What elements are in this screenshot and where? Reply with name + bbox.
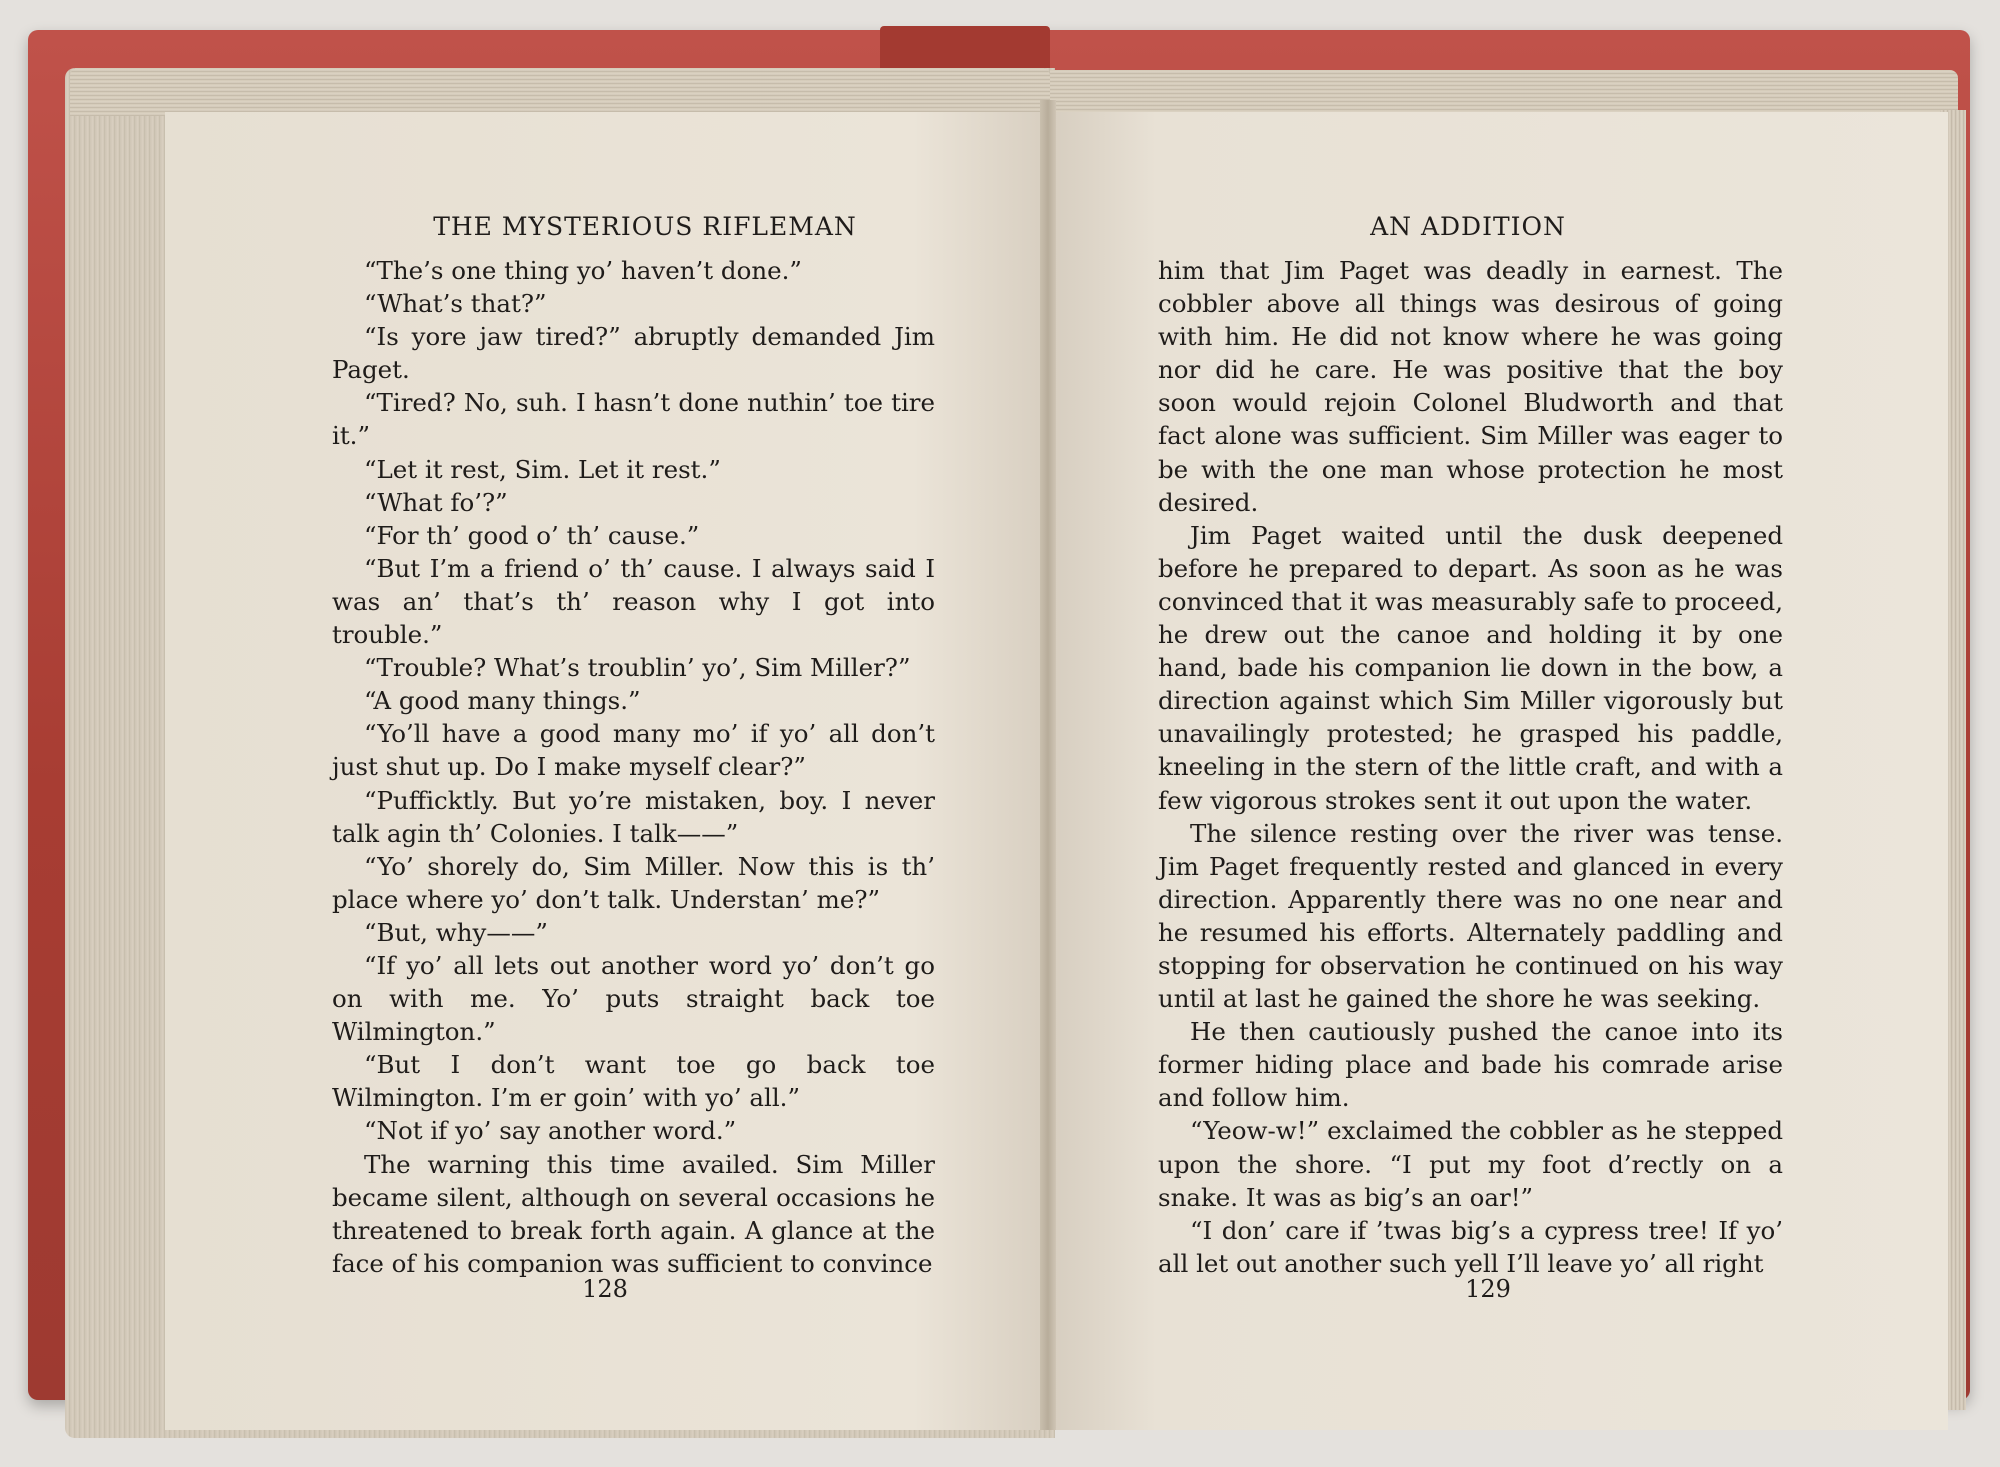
- paragraph: “Is yore jaw tired?” abruptly demanded Jim Paget.: [332, 322, 935, 385]
- page-number: 128: [582, 1275, 628, 1303]
- paragraph: “What’s that?”: [364, 289, 547, 319]
- paragraph: “But I’m a friend o’ th’ cause. I always said I was an’ that’s th’ reason why I got into trouble.”: [332, 553, 935, 650]
- paragraph: “Yeow-w!” exclaimed the cobbler as he stepped upon the shore. “I put my foot d’rectly on a snake. It was as big’s an oar!”: [1158, 1116, 1783, 1212]
- paragraph: “If yo’ all lets out another word yo’ don’t go on with me. Yo’ puts straight back toe Wilmington.”: [332, 950, 935, 1047]
- paragraph: “I don’ care if ’twas big’s a cypress tree! If yo’ all let out another such yell I’ll leave yo’ all right: [1158, 1215, 1783, 1278]
- paragraph: “A good many things.”: [364, 686, 641, 716]
- page-text: [332, 254, 935, 1280]
- paragraph: “But I don’t want toe go back toe Wilmington. I’m er goin’ with yo’ all.”: [332, 1050, 935, 1113]
- paragraph: “Not if yo’ say another word.”: [364, 1116, 737, 1146]
- paragraph: “Yo’ shorely do, Sim Miller. Now this is th’ place where yo’ don’t talk. Understan’ me?”: [332, 851, 935, 914]
- right-page: [1048, 112, 1948, 1430]
- paragraph: “Tired? No, suh. I hasn’t done nuthin’ toe tire it.”: [332, 388, 935, 451]
- paragraph: “The’s one thing yo’ haven’t done.”: [364, 256, 802, 285]
- page-text: [1158, 254, 1783, 1280]
- paragraph: “For th’ good o’ th’ cause.”: [364, 520, 700, 550]
- paragraph: “What fo’?”: [364, 487, 508, 517]
- paragraph: “Trouble? What’s troublin’ yo’, Sim Miller?”: [364, 653, 911, 683]
- page-edges-top-left: [70, 68, 1050, 116]
- book-gutter: [1040, 100, 1056, 1430]
- page-number: 129: [1465, 1275, 1511, 1303]
- paragraph: “Let it rest, Sim. Let it rest.”: [364, 454, 721, 484]
- running-head: AN ADDITION: [1370, 212, 1566, 241]
- paragraph: Jim Paget waited until the dusk deepened before he prepared to depart. As soon as he was convinced that it was measurably safe to proceed, he drew out the canoe and holding it by one hand, bade his companion lie down in the bow, a direction against which Sim Miller vigorously but unavailingly protested; he grasped his paddle, kneeling in the stern of the little craft, and with a few vigorous strokes sent it out upon the water.: [1158, 520, 1783, 815]
- paragraph: The silence resting over the river was tense. Jim Paget frequently rested and glanced in every direction. Apparently there was no one near and he resumed his efforts. Alternately paddling and stopping for observation he continued on his way until at last he gained the shore he was seeking.: [1158, 818, 1783, 1014]
- paragraph: him that Jim Paget was deadly in earnest. The cobbler above all things was desirous of going with him. He did not know where he was going nor did he care. He was positive that the boy soon would rejoin Colonel Bludworth and that fact alone was sufficient. Sim Miller was eager to be with the one man whose protection he most desired.: [1158, 256, 1783, 517]
- running-head: THE MYSTERIOUS RIFLEMAN: [433, 212, 857, 241]
- paragraph: “But, why——”: [364, 917, 548, 947]
- left-page: [165, 112, 1045, 1430]
- paragraph: The warning this time availed. Sim Miller became silent, although on several occasions he threatened to break forth again. A glance at the face of his companion was sufficient to convince: [332, 1149, 935, 1278]
- paragraph: “Pufficktly. But yo’re mistaken, boy. I never talk agin th’ Colonies. I talk——”: [332, 785, 935, 848]
- paragraph: “Yo’ll have a good many mo’ if yo’ all don’t just shut up. Do I make myself clear?”: [332, 719, 935, 782]
- paragraph: He then cautiously pushed the canoe into its former hiding place and bade his comrade arise and follow him.: [1158, 1017, 1783, 1113]
